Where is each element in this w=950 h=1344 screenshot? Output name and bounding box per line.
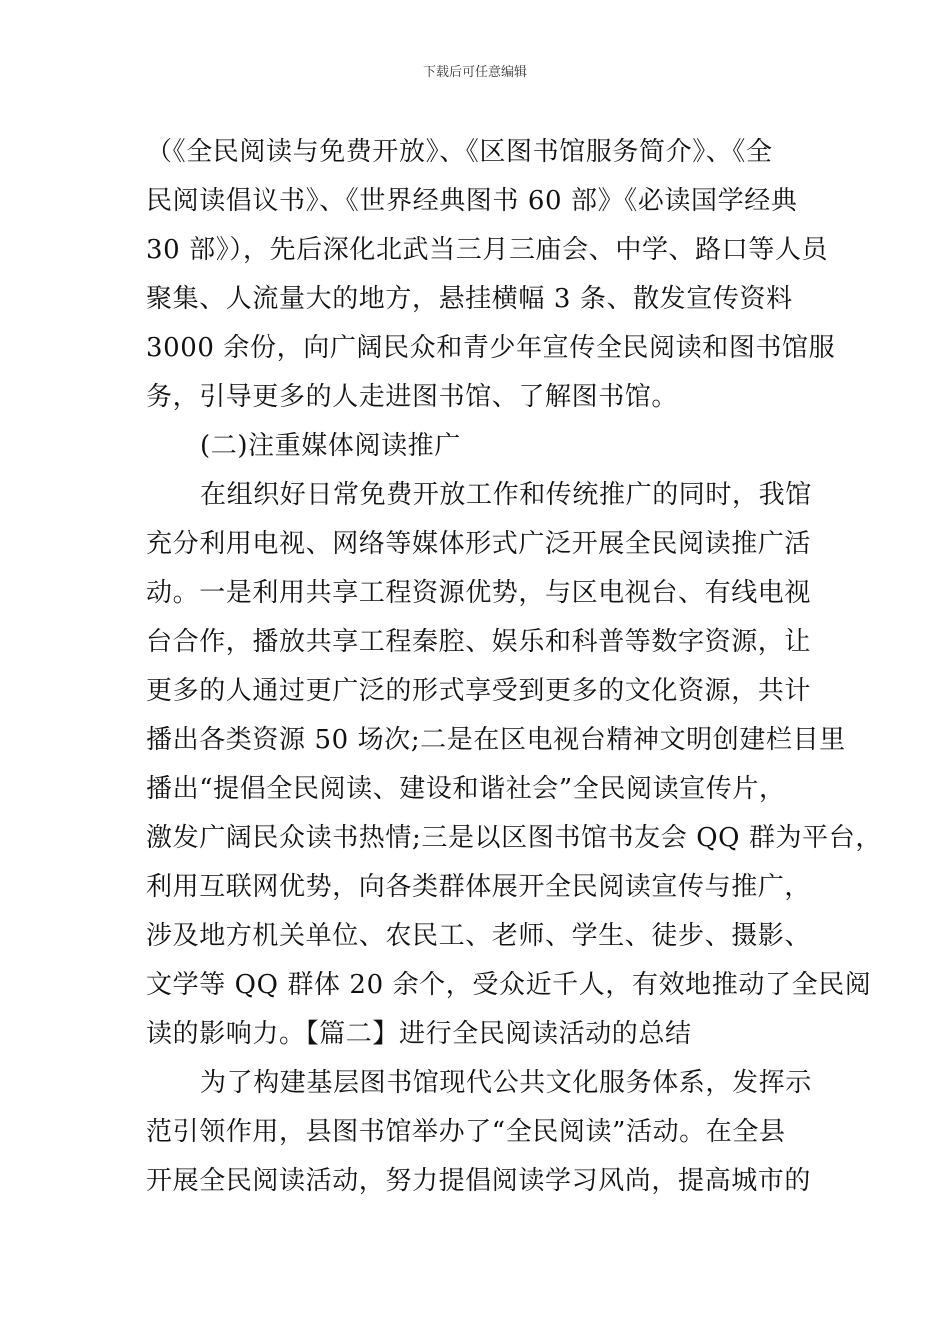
paragraph-start-line: 在组织好日常免费开放工作和传统推广的同时，我馆 (200, 480, 812, 510)
text-line: 务，引导更多的人走进图书馆、了解图书馆。 (146, 382, 679, 412)
text-line: 台合作，播放共享工程秦腔、娱乐和科普等数字资源，让 (146, 627, 812, 657)
text-line: 充分利用电视、网络等媒体形式广泛开展全民阅读推广活 (146, 529, 812, 559)
text-line: 30 部》），先后深化北武当三月三庙会、中学、路口等人员 (146, 235, 829, 265)
text-line: 开展全民阅读活动，努力提倡阅读学习风尚，提高城市的 (146, 1166, 812, 1196)
text-line: 民阅读倡议书》、《世界经典图书 60 部》《必读国学经典 (146, 186, 798, 216)
section-heading: (二)注重媒体阅读推广 (200, 431, 461, 461)
text-line: 文学等 QQ 群体 20 余个，受众近千人，有效地推动了全民阅 (146, 970, 872, 1000)
text-line: 动。一是利用共享工程资源优势，与区电视台、有线电视 (146, 578, 812, 608)
paragraph-start-line: 为了构建基层图书馆现代公共文化服务体系，发挥示 (200, 1068, 812, 1098)
text-line: 激发广阔民众读书热情;三是以区图书馆书友会 QQ 群为平台， (146, 823, 882, 853)
text-line: 播出各类资源 50 场次;二是在区电视台精神文明创建栏目里 (146, 725, 846, 755)
text-line: 播出“提倡全民阅读、建设和谐社会”全民阅读宣传片， (146, 774, 786, 804)
text-line: 读的影响力。【篇二】进行全民阅读活动的总结 (146, 1019, 692, 1049)
text-line: （《全民阅读与免费开放》、《区图书馆服务简介》、《全 (146, 137, 773, 167)
text-line: 更多的人通过更广泛的形式享受到更多的文化资源，共计 (146, 676, 812, 706)
text-line: 3000 余份，向广阔民众和青少年宣传全民阅读和图书馆服 (146, 333, 836, 363)
page-header: 下载后可任意编辑 (422, 65, 527, 80)
text-line: 利用互联网优势，向各类群体展开全民阅读宣传与推广， (146, 872, 812, 902)
text-line: 聚集、人流量大的地方，悬挂横幅 3 条、散发宣传资料 (146, 284, 793, 314)
document-body (146, 128, 882, 1206)
text-line: 涉及地方机关单位、农民工、老师、学生、徒步、摄影、 (146, 921, 812, 951)
text-line: 范引领作用，县图书馆举办了“全民阅读”活动。在全县 (146, 1117, 786, 1147)
